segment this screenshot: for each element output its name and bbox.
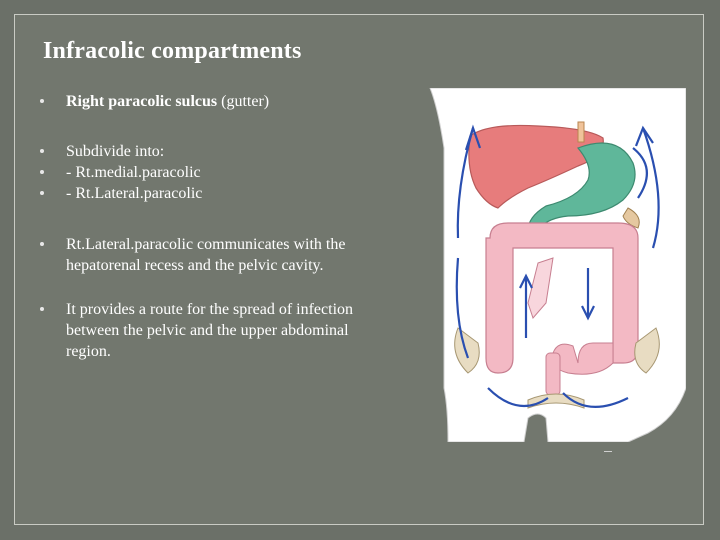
bullet-text: Rt.Lateral.paracolic communicates with the hepatorenal recess and the pelvic cavity. [66, 236, 346, 274]
esophagus [578, 122, 584, 142]
bullet-dot-icon [40, 307, 44, 311]
slide-title: Infracolic compartments [43, 38, 302, 64]
bullet-dot-icon [40, 191, 44, 195]
bullet-text: - Rt.medial.paracolic [66, 164, 201, 181]
bullet-text: - Rt.Lateral.paracolic [66, 185, 203, 202]
bullet-text: It provides a route for the spread of infection between the pelvic and the upper abdominal region. [66, 301, 354, 360]
bullet-item [40, 183, 380, 204]
rectum [546, 353, 560, 395]
bullet-bold-text: Right paracolic sulcus [66, 93, 218, 110]
bullet-dot-icon [40, 149, 44, 153]
bullet-dot-icon [40, 242, 44, 246]
slide-footer-mark [604, 451, 612, 452]
bullet-item [40, 299, 380, 362]
bullet-item [40, 162, 380, 183]
bullet-list [40, 88, 380, 362]
bullet-text: (gutter) [217, 93, 270, 110]
bullet-item [40, 141, 380, 162]
sigmoid-colon [552, 343, 613, 374]
bullet-dot-icon [40, 170, 44, 174]
bullet-item [40, 234, 380, 276]
bullet-text: Subdivide into: [66, 143, 165, 160]
bullet-dot-icon [40, 99, 44, 103]
bullet-item [40, 91, 380, 112]
abdomen-diagram-icon [428, 88, 686, 442]
